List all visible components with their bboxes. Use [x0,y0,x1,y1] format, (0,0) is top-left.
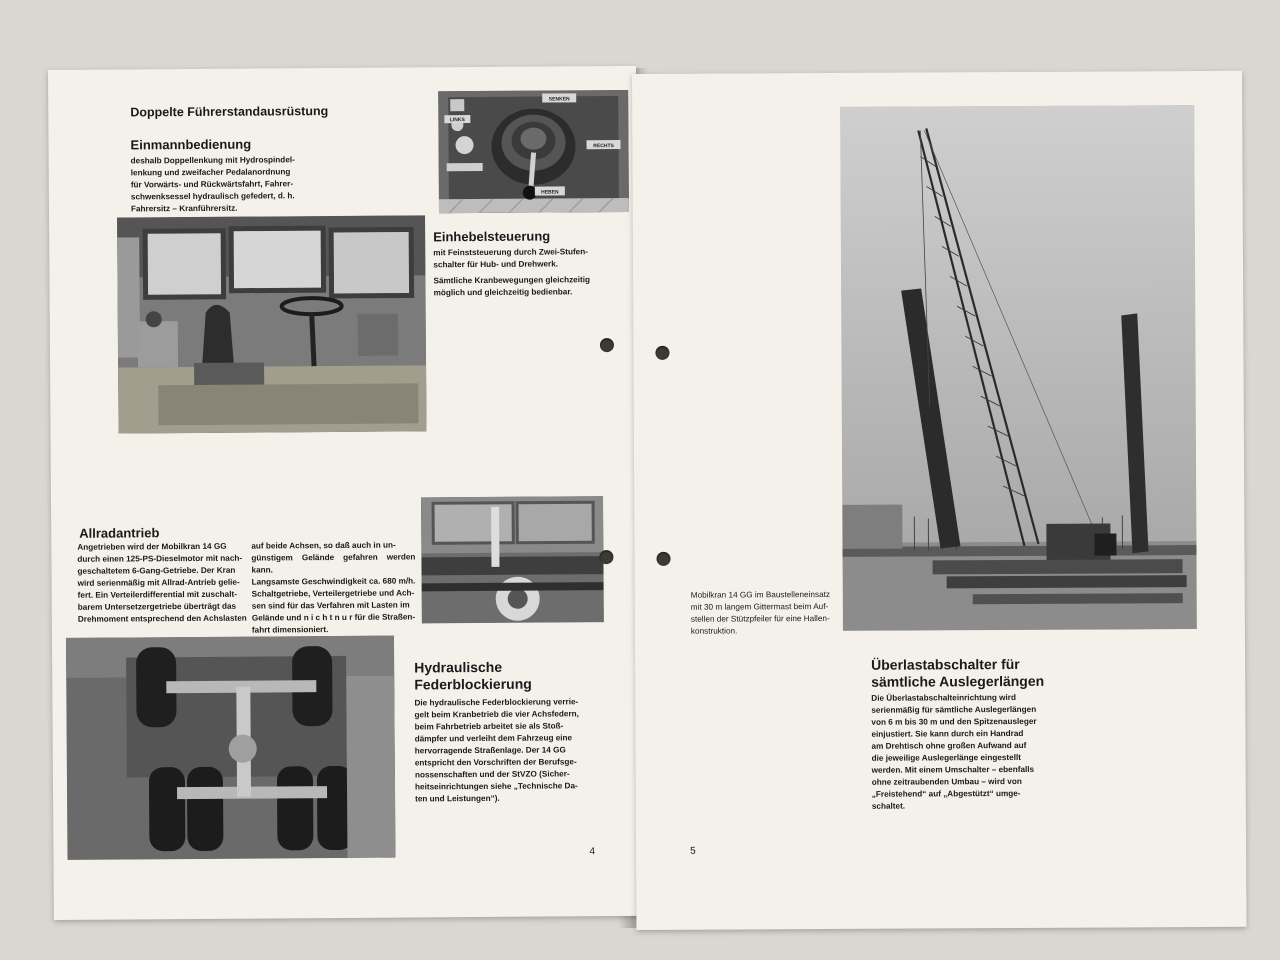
crane-caption: Mobilkran 14 GG im Baustelleneinsatz mit 30 m langem Gittermast beim Auf- stellen der Stützpfeiler für eine Hallen- konstruktion. [690,589,831,636]
page-number-right: 5 [690,845,696,857]
panel-label-top: SENKEN [548,96,570,103]
crane-site-photo [840,105,1197,631]
punch-hole [657,552,671,566]
panel-label-left: LINKS [449,117,465,124]
overload-heading: Überlastabschalter für sämtliche Auslegerlängen [871,655,1045,690]
page-number-left: 4 [589,846,596,858]
cab-interior-photo [117,215,427,433]
allrad-text-col1: Angetrieben wird der Mobilkran 14 GG durch einen 125-PS-Dieselmotor mit nach- geschaltetem 6-Gang-Getriebe. Der Kran wird serienmäßig mit Allrad-Antrieb gelie- fert. Ein Verteilerdifferential mit zuschalt- barem Untersetzergetriebe überträgt das Drehmoment entsprechend den Achslasten [77,541,247,624]
axle-photo [421,496,604,623]
panel-label-right: RECHTS [593,143,614,150]
punch-hole [655,346,669,360]
panel-label-bottom: HEBEN [541,189,559,196]
hydraulic-heading: Hydraulische Federblockierung [414,658,532,693]
einmann-heading: Einmannbedienung [130,136,252,153]
allrad-heading: Allradantrieb [79,525,160,541]
overload-text: Die Überlastabschalteinrichtung wird serienmäßig für sämtliche Auslegerlängen von 6 m bis 30 m und den Spitzenausleger einjustiert. Sie kann durch ein Handrad am Drehtisch ohne großen Aufwand auf die jeweilige Auslegerlänge eingestellt werden. Mit einem Umschalter – ebenfalls ohne zeitraubenden Umbau – wird von „Freistehend“ auf „Abgestützt“ umge- schaltet. [871,692,1037,811]
right-page [632,71,1246,930]
left-page [48,66,642,920]
einhebel-text: mit Feinststeuerung durch Zwei-Stufen- schalter für Hub- und Drehwerk. Sämtliche Kranbewegungen gleichzeitig möglich und gleichzeitig bedienbar. [433,247,591,298]
einmann-text: deshalb Doppellenkung mit Hydrospindel- lenkung und zweifacher Pedalanordnung für Vorwärts- und Rückwärtsfahrt, Fahrer- schwenksessel hydraulisch gefedert, d. h. Fahrersitz – Kranführersitz. [130,155,295,214]
einhebel-heading: Einhebelsteuerung [433,228,551,245]
punch-hole [600,338,614,352]
chassis-photo [66,636,396,860]
punch-hole [599,550,613,564]
allrad-text-col2: auf beide Achsen, so daß auch in un- günstigem Gelände gefahren werden kann. Langsamste Geschwindigkeit ca. 680 m/h. Schaltgetriebe, Verteilergetriebe und Ach- sen sind für das Verfahren mit Lasten im Gelände und n i c h t n u r für die Straßen- fahrt dimensioniert. [251,540,416,635]
hydraulic-text: Die hydraulische Federblockierung verrie- gelt beim Kranbetrieb die vier Achsfedern, beim Fahrbetrieb arbeitet sie als Stoß- dämpfer und verleiht dem Fahrzeug eine hervorragende Straßenlage. Der 14 GG entspricht den Vorschriften der Berufsge- nossenschaften und der StVZO (Sicher- heitseinrichtungen siehe „Technische Da- ten und Leistungen“). [414,697,579,804]
page-title: Doppelte Führerstandausrüstung [130,104,329,120]
control-panel-photo [438,90,629,213]
